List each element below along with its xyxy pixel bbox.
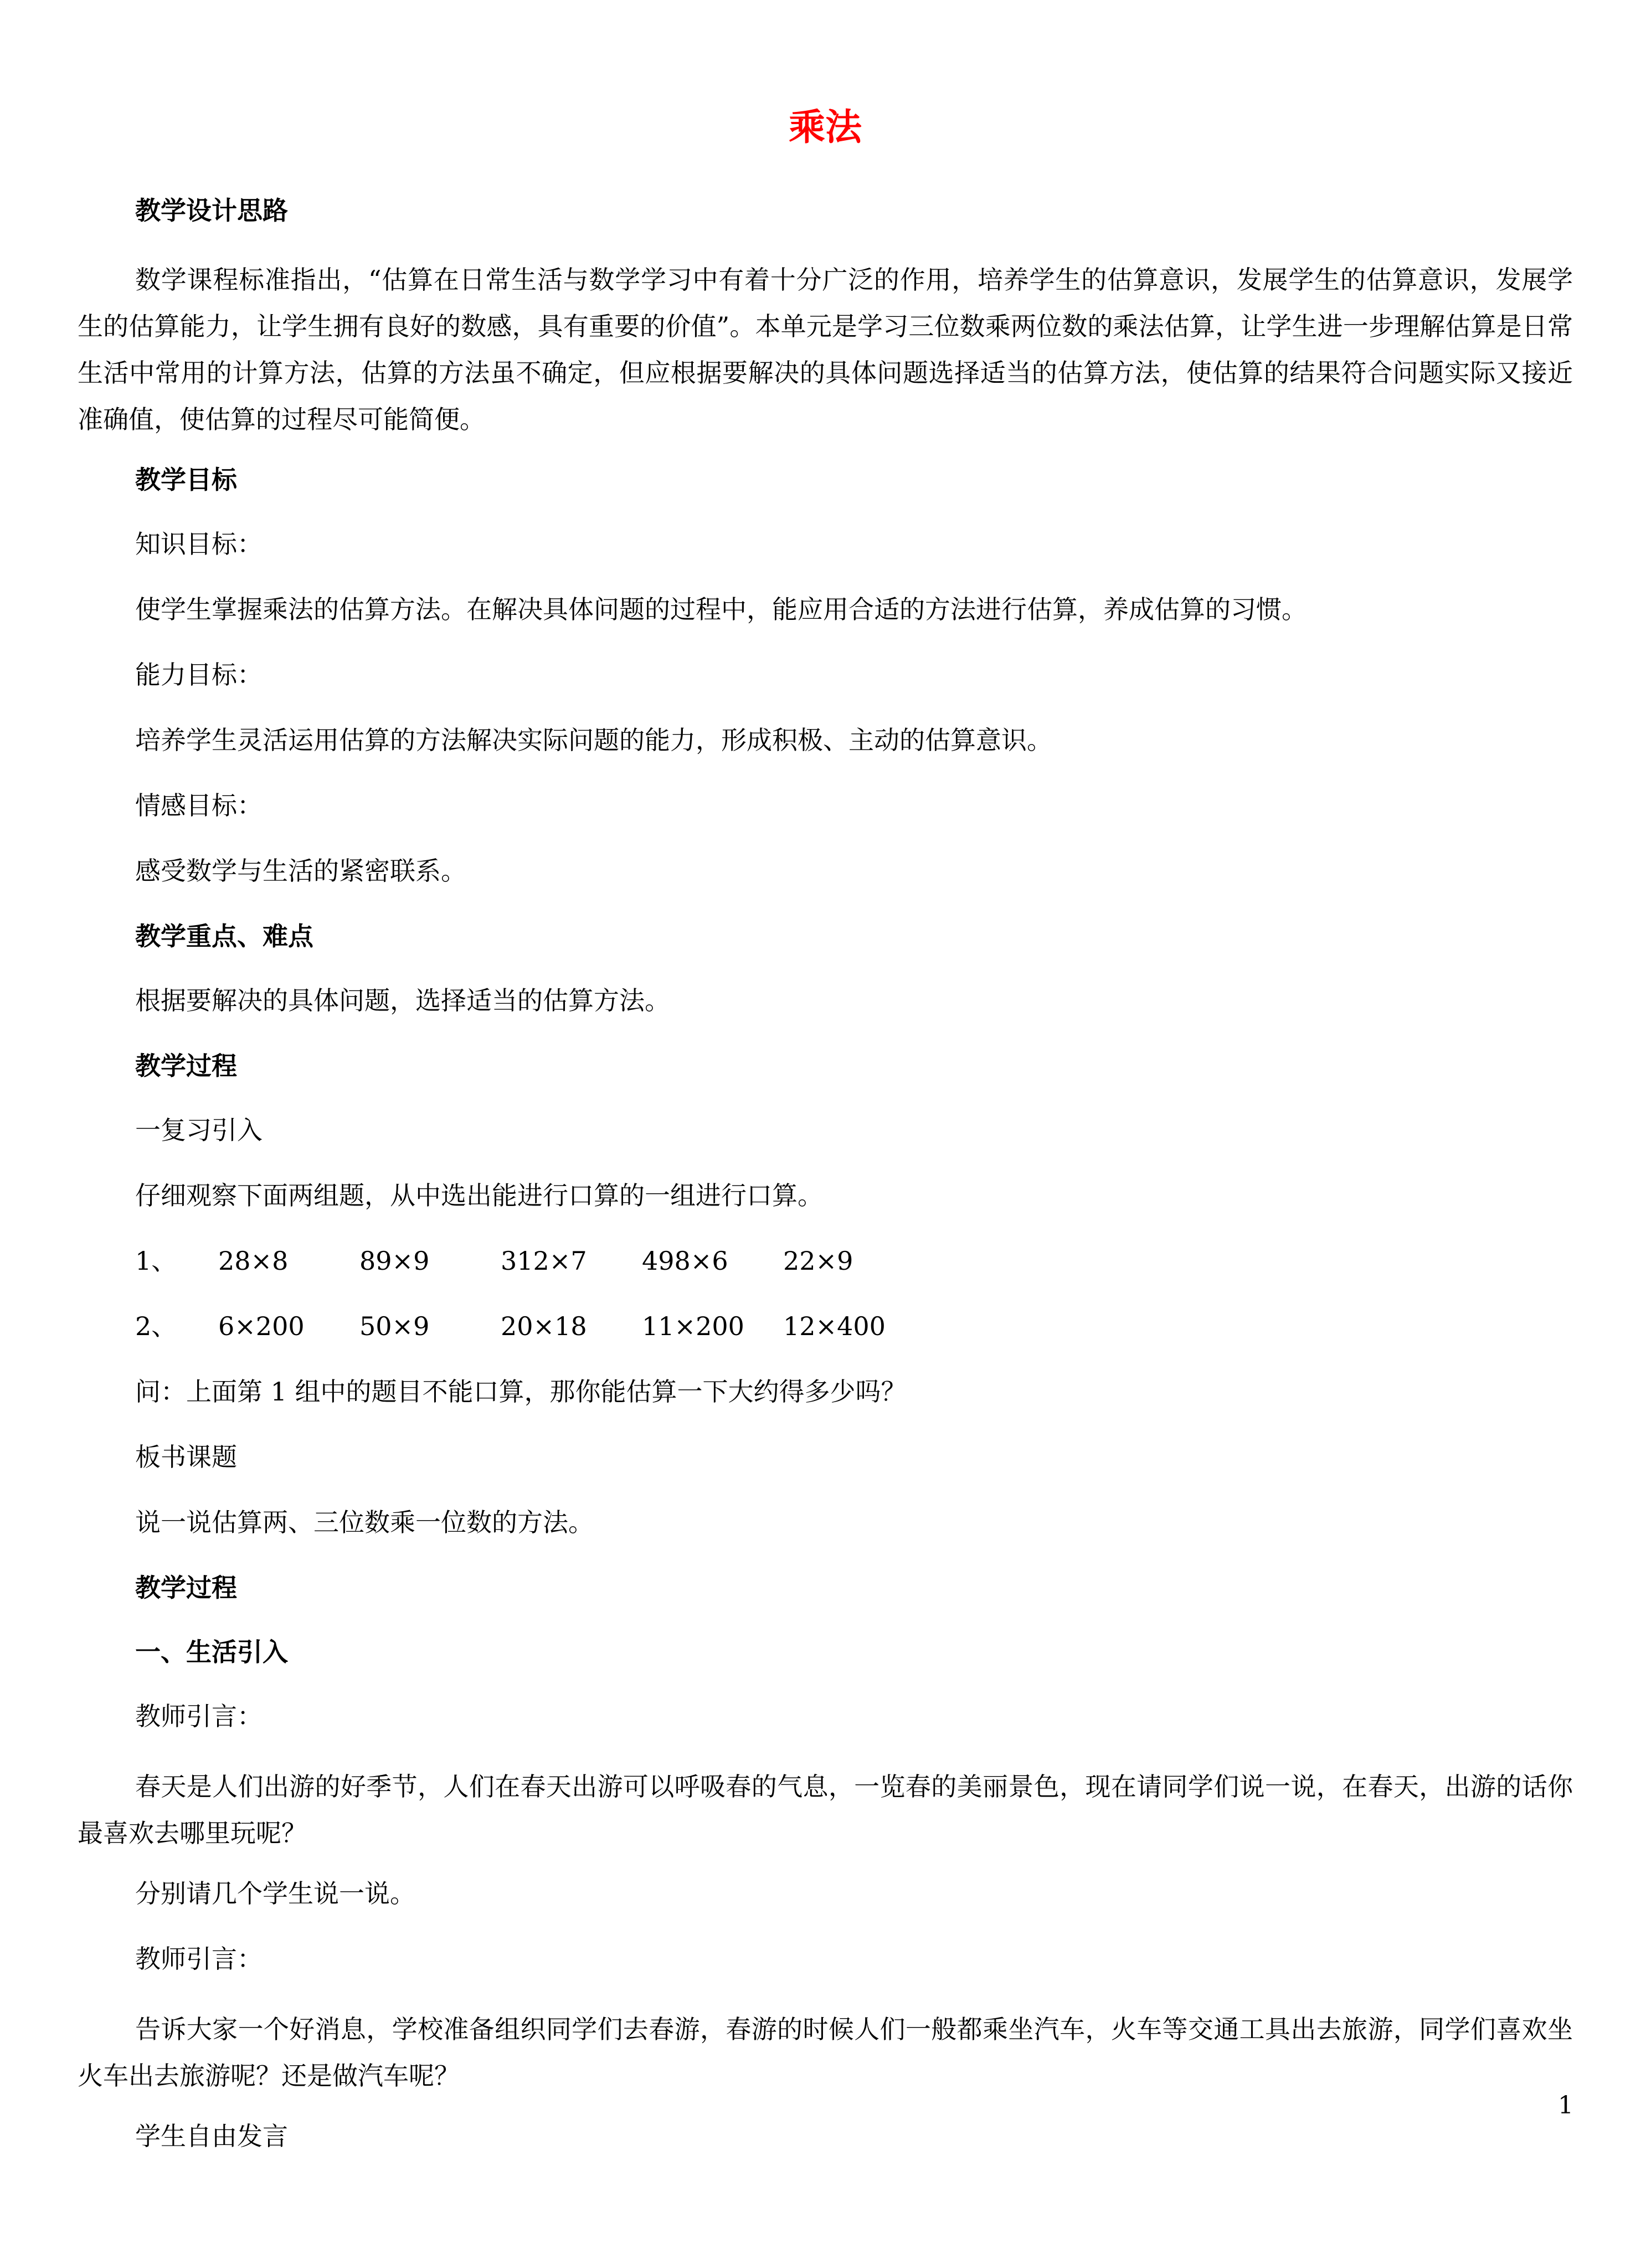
ability-goal-text: 培养学生灵活运用估算的方法解决实际问题的能力，形成积极、主动的估算意识。 — [135, 725, 1052, 756]
ability-goal-label: 能力目标： — [135, 660, 263, 690]
exercise-item: 498×6 — [642, 1246, 728, 1276]
emotion-goal-label: 情感目标： — [135, 791, 263, 821]
teacher-intro-text-2: 告诉大家一个好消息，学校准备组织同学们去春游，春游的时候人们一般都乘坐汽车，火车等交通工具出去旅游，同学们喜欢坐火车出去旅游呢？还是做汽车呢？ — [78, 2014, 1573, 2091]
page-number: 1 — [1558, 2091, 1573, 2120]
knowledge-goal-text: 使学生掌握乘法的估算方法。在解决具体问题的过程中，能应用合适的方法进行估算，养成估算的习惯。 — [135, 594, 1307, 625]
document-title: 乘法 — [789, 105, 862, 148]
knowledge-goal-label: 知识目标： — [135, 529, 263, 560]
exercise-group-2 — [78, 1308, 1573, 1345]
exercise-group-number: 2、 — [135, 1311, 177, 1342]
section-heading-key-points: 教学重点、难点 — [135, 921, 313, 952]
sub-heading-life-intro: 一、生活引入 — [135, 1637, 288, 1667]
exercise-item: 12×400 — [783, 1311, 886, 1342]
review-title: 一复习引入 — [135, 1115, 263, 1146]
students-say: 分别请几个学生说一说。 — [135, 1879, 415, 1909]
key-points-text: 根据要解决的具体问题，选择适当的估算方法。 — [135, 986, 670, 1016]
exercise-item: 28×8 — [218, 1246, 289, 1276]
exercise-group-number: 1、 — [135, 1246, 177, 1276]
exercise-item: 89×9 — [359, 1246, 430, 1276]
emotion-goal-text: 感受数学与生活的紧密联系。 — [135, 856, 466, 886]
exercise-item: 50×9 — [359, 1311, 430, 1342]
teacher-intro-label-2: 教师引言： — [135, 1944, 263, 1974]
section-heading-goals: 教学目标 — [135, 465, 237, 495]
review-question: 问：上面第 1 组中的题目不能口算，那你能估算一下大约得多少吗？ — [135, 1377, 907, 1407]
exercise-item: 11×200 — [642, 1311, 744, 1342]
section-heading-design: 教学设计思路 — [135, 196, 288, 226]
exercise-item: 6×200 — [218, 1311, 305, 1342]
section-heading-process-1: 教学过程 — [135, 1051, 237, 1081]
free-speech: 学生自由发言 — [135, 2121, 288, 2152]
design-paragraph: 数学课程标准指出，“估算在日常生活与数学学习中有着十分广泛的作用，培养学生的估算意识，发展学生的估算意识，发展学生的估算能力，让学生拥有良好的数感，具有重要的价值”。本单元是学习三位数乘两位数的乘法估算，让学生进一步理解估算是日常生活中常用的计算方法，估算的方法虽不确定，但应根据要解决的具体问题选择适当的估算方法，使估算的结果符合问题实际又接近准确值，使估算的过程尽可能简便。 — [78, 265, 1573, 435]
document-page — [78, 105, 1573, 2183]
section-heading-process-2: 教学过程 — [135, 1573, 237, 1603]
exercise-item: 312×7 — [501, 1246, 587, 1276]
say-method: 说一说估算两、三位数乘一位数的方法。 — [135, 1507, 594, 1538]
exercise-group-1 — [78, 1243, 1573, 1279]
review-instruction: 仔细观察下面两组题，从中选出能进行口算的一组进行口算。 — [135, 1181, 823, 1211]
teacher-intro-text-1: 春天是人们出游的好季节，人们在春天出游可以呼吸春的气息，一览春的美丽景色，现在请同学们说一说，在春天，出游的话你最喜欢去哪里玩呢？ — [78, 1772, 1573, 1849]
board-topic: 板书课题 — [135, 1442, 237, 1472]
exercise-item: 22×9 — [783, 1246, 853, 1276]
exercise-item: 20×18 — [501, 1311, 587, 1342]
teacher-intro-label-1: 教师引言： — [135, 1701, 263, 1732]
